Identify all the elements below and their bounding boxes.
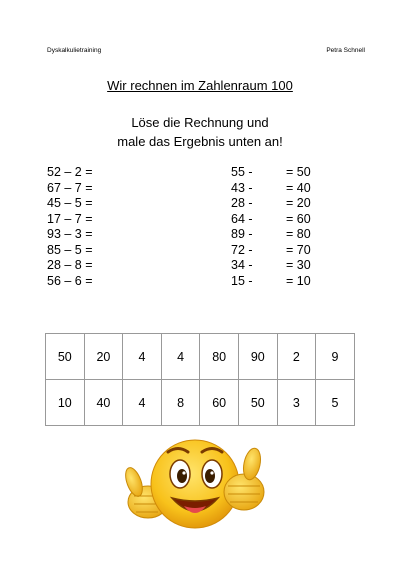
left-task: 52 – 2 = bbox=[47, 165, 93, 179]
answer-cell[interactable]: 5 bbox=[316, 380, 355, 426]
left-task: 28 – 8 = bbox=[47, 258, 93, 272]
left-task: 45 – 5 = bbox=[47, 196, 93, 210]
answer-cell[interactable]: 50 bbox=[238, 380, 277, 426]
answer-cell[interactable]: 3 bbox=[277, 380, 316, 426]
answer-cell[interactable]: 20 bbox=[84, 334, 123, 380]
answer-cell[interactable]: 8 bbox=[161, 380, 200, 426]
right-task bbox=[231, 227, 311, 243]
right-task bbox=[231, 196, 311, 212]
worksheet-title: Wir rechnen im Zahlenraum 100 bbox=[107, 78, 293, 93]
answer-cell[interactable]: 90 bbox=[238, 334, 277, 380]
answer-cell[interactable]: 9 bbox=[316, 334, 355, 380]
right-task-result: = 50 bbox=[286, 165, 311, 179]
right-task-result: = 10 bbox=[286, 273, 311, 288]
left-task: 67 – 7 = bbox=[47, 180, 93, 195]
right-task-result: = 70 bbox=[286, 242, 311, 257]
answer-cell[interactable]: 40 bbox=[84, 380, 123, 426]
right-task-result: = 60 bbox=[286, 211, 311, 226]
right-task-column bbox=[231, 165, 311, 289]
right-task bbox=[231, 181, 311, 197]
thumbs-up-smiley-icon bbox=[120, 430, 270, 540]
instruction-line-1: Löse die Rechnung und bbox=[131, 115, 269, 130]
right-task-minuend: 64 - bbox=[231, 211, 253, 226]
right-task bbox=[231, 258, 311, 274]
answer-grid-row bbox=[46, 334, 355, 380]
right-task bbox=[231, 165, 311, 181]
right-task bbox=[231, 274, 311, 290]
right-task-minuend: 34 - bbox=[231, 258, 253, 272]
right-task-result: = 40 bbox=[286, 180, 311, 195]
answer-cell[interactable]: 50 bbox=[46, 334, 85, 380]
answer-grid-row bbox=[46, 380, 355, 426]
left-task: 85 – 5 = bbox=[47, 242, 93, 257]
answer-cell[interactable]: 10 bbox=[46, 380, 85, 426]
right-task bbox=[231, 243, 311, 259]
right-task-minuend: 43 - bbox=[231, 180, 253, 195]
header-left-text: Dyskalkulietraining bbox=[47, 47, 102, 54]
answer-cell[interactable]: 2 bbox=[277, 334, 316, 380]
right-task-minuend: 28 - bbox=[231, 196, 253, 210]
instruction-line-2: male das Ergebnis unten an! bbox=[117, 134, 283, 149]
answer-cell[interactable]: 80 bbox=[200, 334, 239, 380]
right-task bbox=[231, 212, 311, 228]
left-task: 56 – 6 = bbox=[47, 273, 93, 288]
left-task: 17 – 7 = bbox=[47, 211, 93, 226]
answer-cell[interactable]: 60 bbox=[200, 380, 239, 426]
answer-cell[interactable]: 4 bbox=[123, 380, 162, 426]
right-task-minuend: 72 - bbox=[231, 242, 253, 257]
left-task-column bbox=[47, 165, 93, 289]
answer-cell[interactable]: 4 bbox=[161, 334, 200, 380]
right-task-result: = 30 bbox=[286, 258, 311, 272]
right-task-result: = 80 bbox=[286, 227, 311, 241]
left-task: 93 – 3 = bbox=[47, 227, 93, 241]
right-task-result: = 20 bbox=[286, 196, 311, 210]
instruction-text bbox=[0, 113, 400, 151]
header-right-text: Petra Schnell bbox=[326, 47, 365, 54]
right-task-minuend: 55 - bbox=[231, 165, 253, 179]
answer-cell[interactable]: 4 bbox=[123, 334, 162, 380]
right-task-minuend: 15 - bbox=[231, 273, 253, 288]
right-task-minuend: 89 - bbox=[231, 227, 253, 241]
answer-grid bbox=[45, 333, 355, 426]
